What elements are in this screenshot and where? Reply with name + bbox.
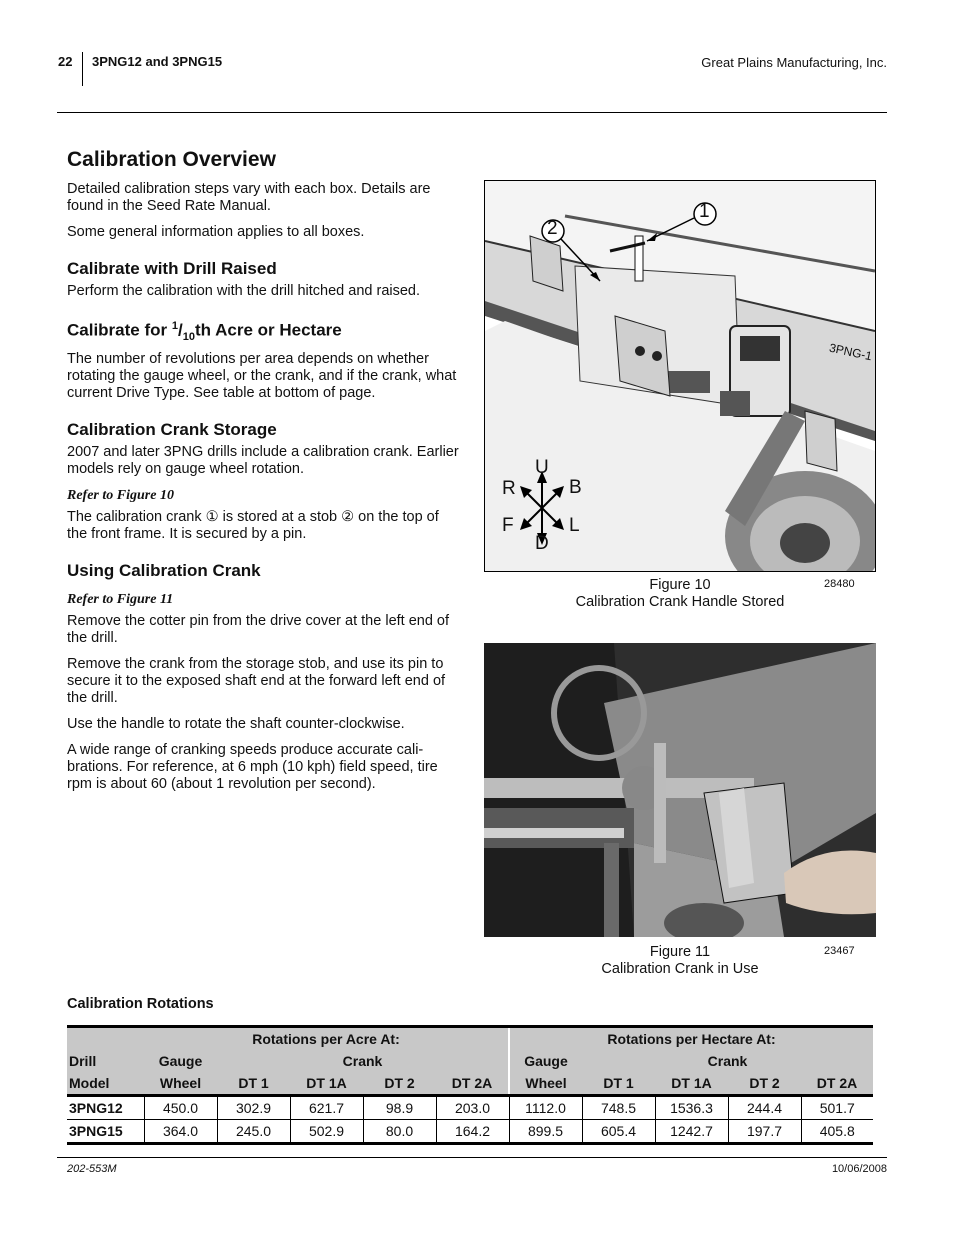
compass-back: B xyxy=(569,477,582,498)
col-dt2: DT 2 xyxy=(363,1072,436,1096)
callout-1: 1 xyxy=(699,201,710,222)
drill-label: Drill xyxy=(67,1050,144,1072)
table-header-row-2 xyxy=(67,1050,873,1072)
callout-2: 2 xyxy=(547,218,558,239)
model-label: Model xyxy=(67,1072,144,1096)
doc-number: 202-553M xyxy=(67,1163,117,1175)
drill-raised-heading: Calibrate with Drill Raised xyxy=(67,259,277,278)
drill-raised-text: Perform the calibration with the drill hitched and raised. xyxy=(67,283,421,299)
crank-label-hectare: Crank xyxy=(582,1050,873,1072)
compass-up: U xyxy=(535,457,549,478)
col-dt2-hectare: DT 2 xyxy=(728,1072,801,1096)
col-dt2a: DT 2A xyxy=(436,1072,509,1096)
refer-figure-11: Refer to Figure 11 xyxy=(67,592,174,607)
company-name: Great Plains Manufacturing, Inc. xyxy=(701,55,887,70)
table-row: 3PNG15 364.0 245.0 502.9 80.0 164.2 899.5 605.4 1242.7 197.7 405.8 xyxy=(67,1120,873,1144)
acre-text: The number of revolutions per area depends on whether rotating the gauge wheel, or the crank, and if the crank, what current Drive Type. See table at bottom of page. xyxy=(67,351,457,401)
storage-text-2: The calibration crank ① is stored at a stob ② on the top of the front frame. It is secured by a pin. xyxy=(67,509,439,542)
hectare-header: Rotations per Hectare At: xyxy=(509,1027,873,1051)
calibration-table xyxy=(67,1025,873,1145)
decal-label: 3PNG-1 xyxy=(828,340,874,364)
using-p4: A wide range of cranking speeds produce accurate cali-brations. For reference, at 6 mph (10 kph) field speed, tire rpm is about 60 (about 1 revolution per second). xyxy=(67,742,438,792)
footer-rule xyxy=(57,1157,887,1158)
refer-figure-10: Refer to Figure 10 xyxy=(67,488,174,503)
section-title: Calibration Overview xyxy=(67,148,276,171)
header-rule xyxy=(57,112,887,113)
table-header-row-3 xyxy=(67,1072,873,1096)
compass-left: L xyxy=(569,515,580,536)
acre-header: Rotations per Acre At: xyxy=(144,1027,509,1051)
intro-paragraph: Detailed calibration steps vary with each box. Details are found in the Seed Rate Manual. xyxy=(67,181,431,214)
figure-10-caption: Figure 10 Calibration Crank Handle Stored xyxy=(575,577,785,610)
compass-down: D xyxy=(535,533,549,554)
col-dt1a: DT 1A xyxy=(290,1072,363,1096)
table-row: 3PNG12 450.0 302.9 621.7 98.9 203.0 1112.0 748.5 1536.3 244.4 501.7 xyxy=(67,1096,873,1120)
using-p3: Use the handle to rotate the shaft counter-clockwise. xyxy=(67,716,405,732)
footer-date: 10/06/2008 xyxy=(831,1163,887,1175)
figure-11-number: 23467 xyxy=(824,945,855,957)
crank-label: Crank xyxy=(217,1050,509,1072)
figure-10-image xyxy=(484,180,876,572)
table-header-row-1 xyxy=(67,1027,873,1051)
storage-heading: Calibration Crank Storage xyxy=(67,420,277,439)
using-p1: Remove the cotter pin from the drive cover at the left end of the drill. xyxy=(67,613,450,646)
figure-10-number: 28480 xyxy=(824,578,855,590)
gauge-label-hectare: Gauge xyxy=(509,1050,582,1072)
col-dt1: DT 1 xyxy=(217,1072,290,1096)
compass-right: R xyxy=(502,478,516,499)
figure-11-image xyxy=(484,643,876,937)
gauge-label: Gauge xyxy=(144,1050,217,1072)
page-number: 22 xyxy=(58,54,73,69)
model-title: 3PNG12 and 3PNG15 xyxy=(92,54,223,69)
table-title: Calibration Rotations xyxy=(67,996,214,1012)
wheel-label: Wheel xyxy=(144,1072,217,1096)
col-dt2a-hectare: DT 2A xyxy=(801,1072,873,1096)
figure-11-caption: Figure 11 Calibration Crank in Use xyxy=(601,944,759,977)
col-dt1a-hectare: DT 1A xyxy=(655,1072,728,1096)
intro-paragraph-2: Some general information applies to all boxes. xyxy=(67,224,365,240)
acre-heading: Calibrate for $^1/_{10}th$ Acre or Hectare xyxy=(67,320,342,344)
compass-front: F xyxy=(502,515,514,536)
col-dt1-hectare: DT 1 xyxy=(582,1072,655,1096)
wheel-label-hectare: Wheel xyxy=(509,1072,582,1096)
using-heading: Using Calibration Crank xyxy=(67,561,261,580)
using-p2: Remove the crank from the storage stob, and use its pin to secure it to the exposed shaft end at the forward left end of the drill. xyxy=(67,656,446,706)
storage-text: 2007 and later 3PNG drills include a calibration crank. Earlier models rely on gauge wheel rotation. xyxy=(67,444,459,477)
header-divider xyxy=(82,52,83,86)
